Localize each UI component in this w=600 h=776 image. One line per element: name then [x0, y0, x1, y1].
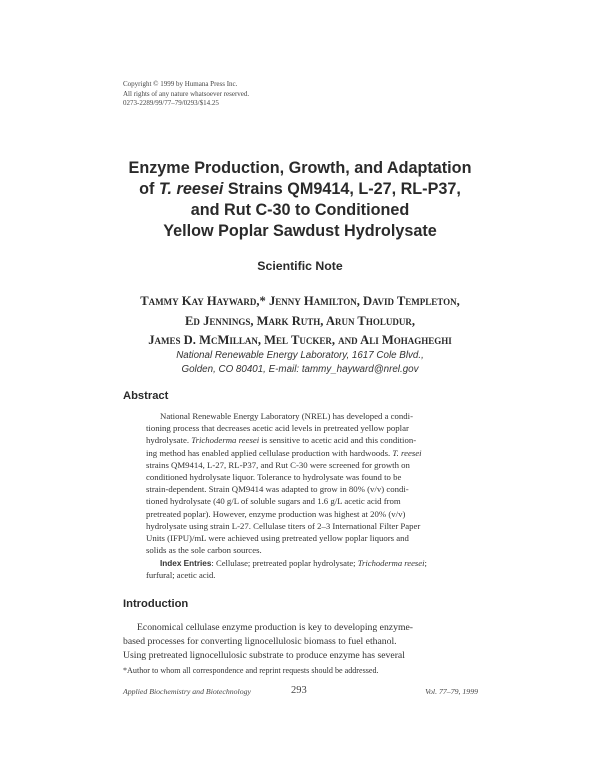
affiliation-line-1: National Renewable Energy Laboratory, 1617 Cole Blvd., — [176, 350, 424, 361]
issn-line: 0273-2289/99/77–79/0293/$14.25 — [123, 99, 219, 107]
title-line-3: and Rut C-30 to Conditioned — [190, 201, 410, 219]
page-footer — [123, 685, 478, 699]
copyright-notice — [123, 80, 423, 109]
copyright-line: Copyright © 1999 by Humana Press Inc. — [123, 80, 238, 88]
author-list — [60, 292, 540, 351]
abstract-body — [146, 410, 466, 556]
species-name: Trichoderma reesei — [191, 435, 260, 446]
species-name: Trichoderma reesei — [357, 558, 425, 568]
abstract-line: National Renewable Energy Laboratory (NREL) has developed a condi- — [160, 411, 414, 421]
keywords-text: : Cellulase; pretreated poplar hydrolysate; — [211, 558, 358, 568]
abstract-line: conditioned hydrolysate liquor. Tolerance to hydrolysate was found to be — [146, 472, 402, 483]
title-line-2-pre: of — [139, 180, 159, 198]
abstract-line — [146, 434, 466, 446]
affiliation — [60, 349, 540, 376]
abstract-line: strain-dependent. Strain QM9414 was adapted to grow in 80% (v/v) condi- — [146, 484, 409, 495]
abstract-line: strains QM9414, L-27, RL-P37, and Rut C-30 were screened for growth on — [146, 459, 410, 470]
abstract-line: solids as the sole carbon sources. — [146, 545, 262, 556]
author-line-3: James D. McMillan, Mel Tucker, and Ali Mohagheghi — [148, 333, 452, 347]
abstract-line: pretreated poplar). However, enzyme production was highest at 20% (v/v) — [146, 508, 406, 519]
title-species: T. reesei — [158, 180, 224, 198]
correspondence-footnote: *Author to whom all correspondence and reprint requests should be addressed. — [123, 666, 379, 675]
keywords-line-1 — [146, 558, 466, 570]
keywords-line-2: furfural; acetic acid. — [146, 569, 216, 580]
keywords-label: Index Entries — [160, 559, 212, 568]
article-type: Scientific Note — [257, 259, 343, 273]
rights-line: All rights of any nature whatsoever reserved. — [123, 89, 250, 98]
abstract-line-text: ing method has enabled applied cellulase production with hardwoods. — [146, 447, 393, 458]
abstract-line: tioning process that decreases acetic acid levels in pretreated yellow poplar — [146, 423, 409, 434]
title-line-2-post: Strains QM9414, L-27, RL-P37, — [223, 180, 461, 198]
title-line-4: Yellow Poplar Sawdust Hydrolysate — [163, 222, 437, 240]
journal-name: Applied Biochemistry and Biotechnology — [123, 687, 251, 696]
paper-title — [60, 158, 540, 242]
abstract-line: Units (IFPU)/mL were achieved using pretreated yellow poplar liquors and — [146, 533, 409, 544]
intro-line: Economical cellulase enzyme production is key to developing enzyme- — [137, 622, 413, 633]
title-line-1: Enzyme Production, Growth, and Adaptation — [128, 159, 472, 177]
species-name: T. reesei — [392, 447, 422, 458]
author-line-2: Ed Jennings, Mark Ruth, Arun Tholudur, — [185, 313, 415, 328]
index-entries — [146, 558, 466, 582]
affiliation-line-2: Golden, CO 80401, E-mail: tammy_hayward@nrel.gov — [181, 363, 419, 375]
abstract-line — [146, 447, 466, 459]
volume-info: Vol. 77–79, 1999 — [425, 687, 478, 696]
intro-line: Using pretreated lignocellulosic substrate to produce enzyme has several — [123, 650, 405, 662]
keywords-text: ; — [424, 558, 427, 568]
abstract-line-text: is sensitive to acetic acid and this condition- — [259, 435, 417, 446]
abstract-heading: Abstract — [123, 390, 169, 402]
page-number: 293 — [291, 685, 307, 696]
introduction-body — [123, 621, 478, 664]
introduction-heading: Introduction — [123, 598, 189, 610]
abstract-line-text: hydrolysate. — [146, 435, 192, 446]
abstract-line: tioned hydrolysate (40 g/L of soluble sugars and 1.6 g/L acetic acid from — [146, 496, 401, 507]
author-line-1: Tammy Kay Hayward,* Jenny Hamilton, David Templeton, — [140, 294, 460, 308]
abstract-line: hydrolysate using strain L-27. Cellulase titers of 2–3 International Filter Paper — [146, 520, 421, 531]
intro-line: based processes for converting lignocellulosic biomass to fuel ethanol. — [123, 636, 397, 648]
title-line-2 — [60, 179, 540, 200]
